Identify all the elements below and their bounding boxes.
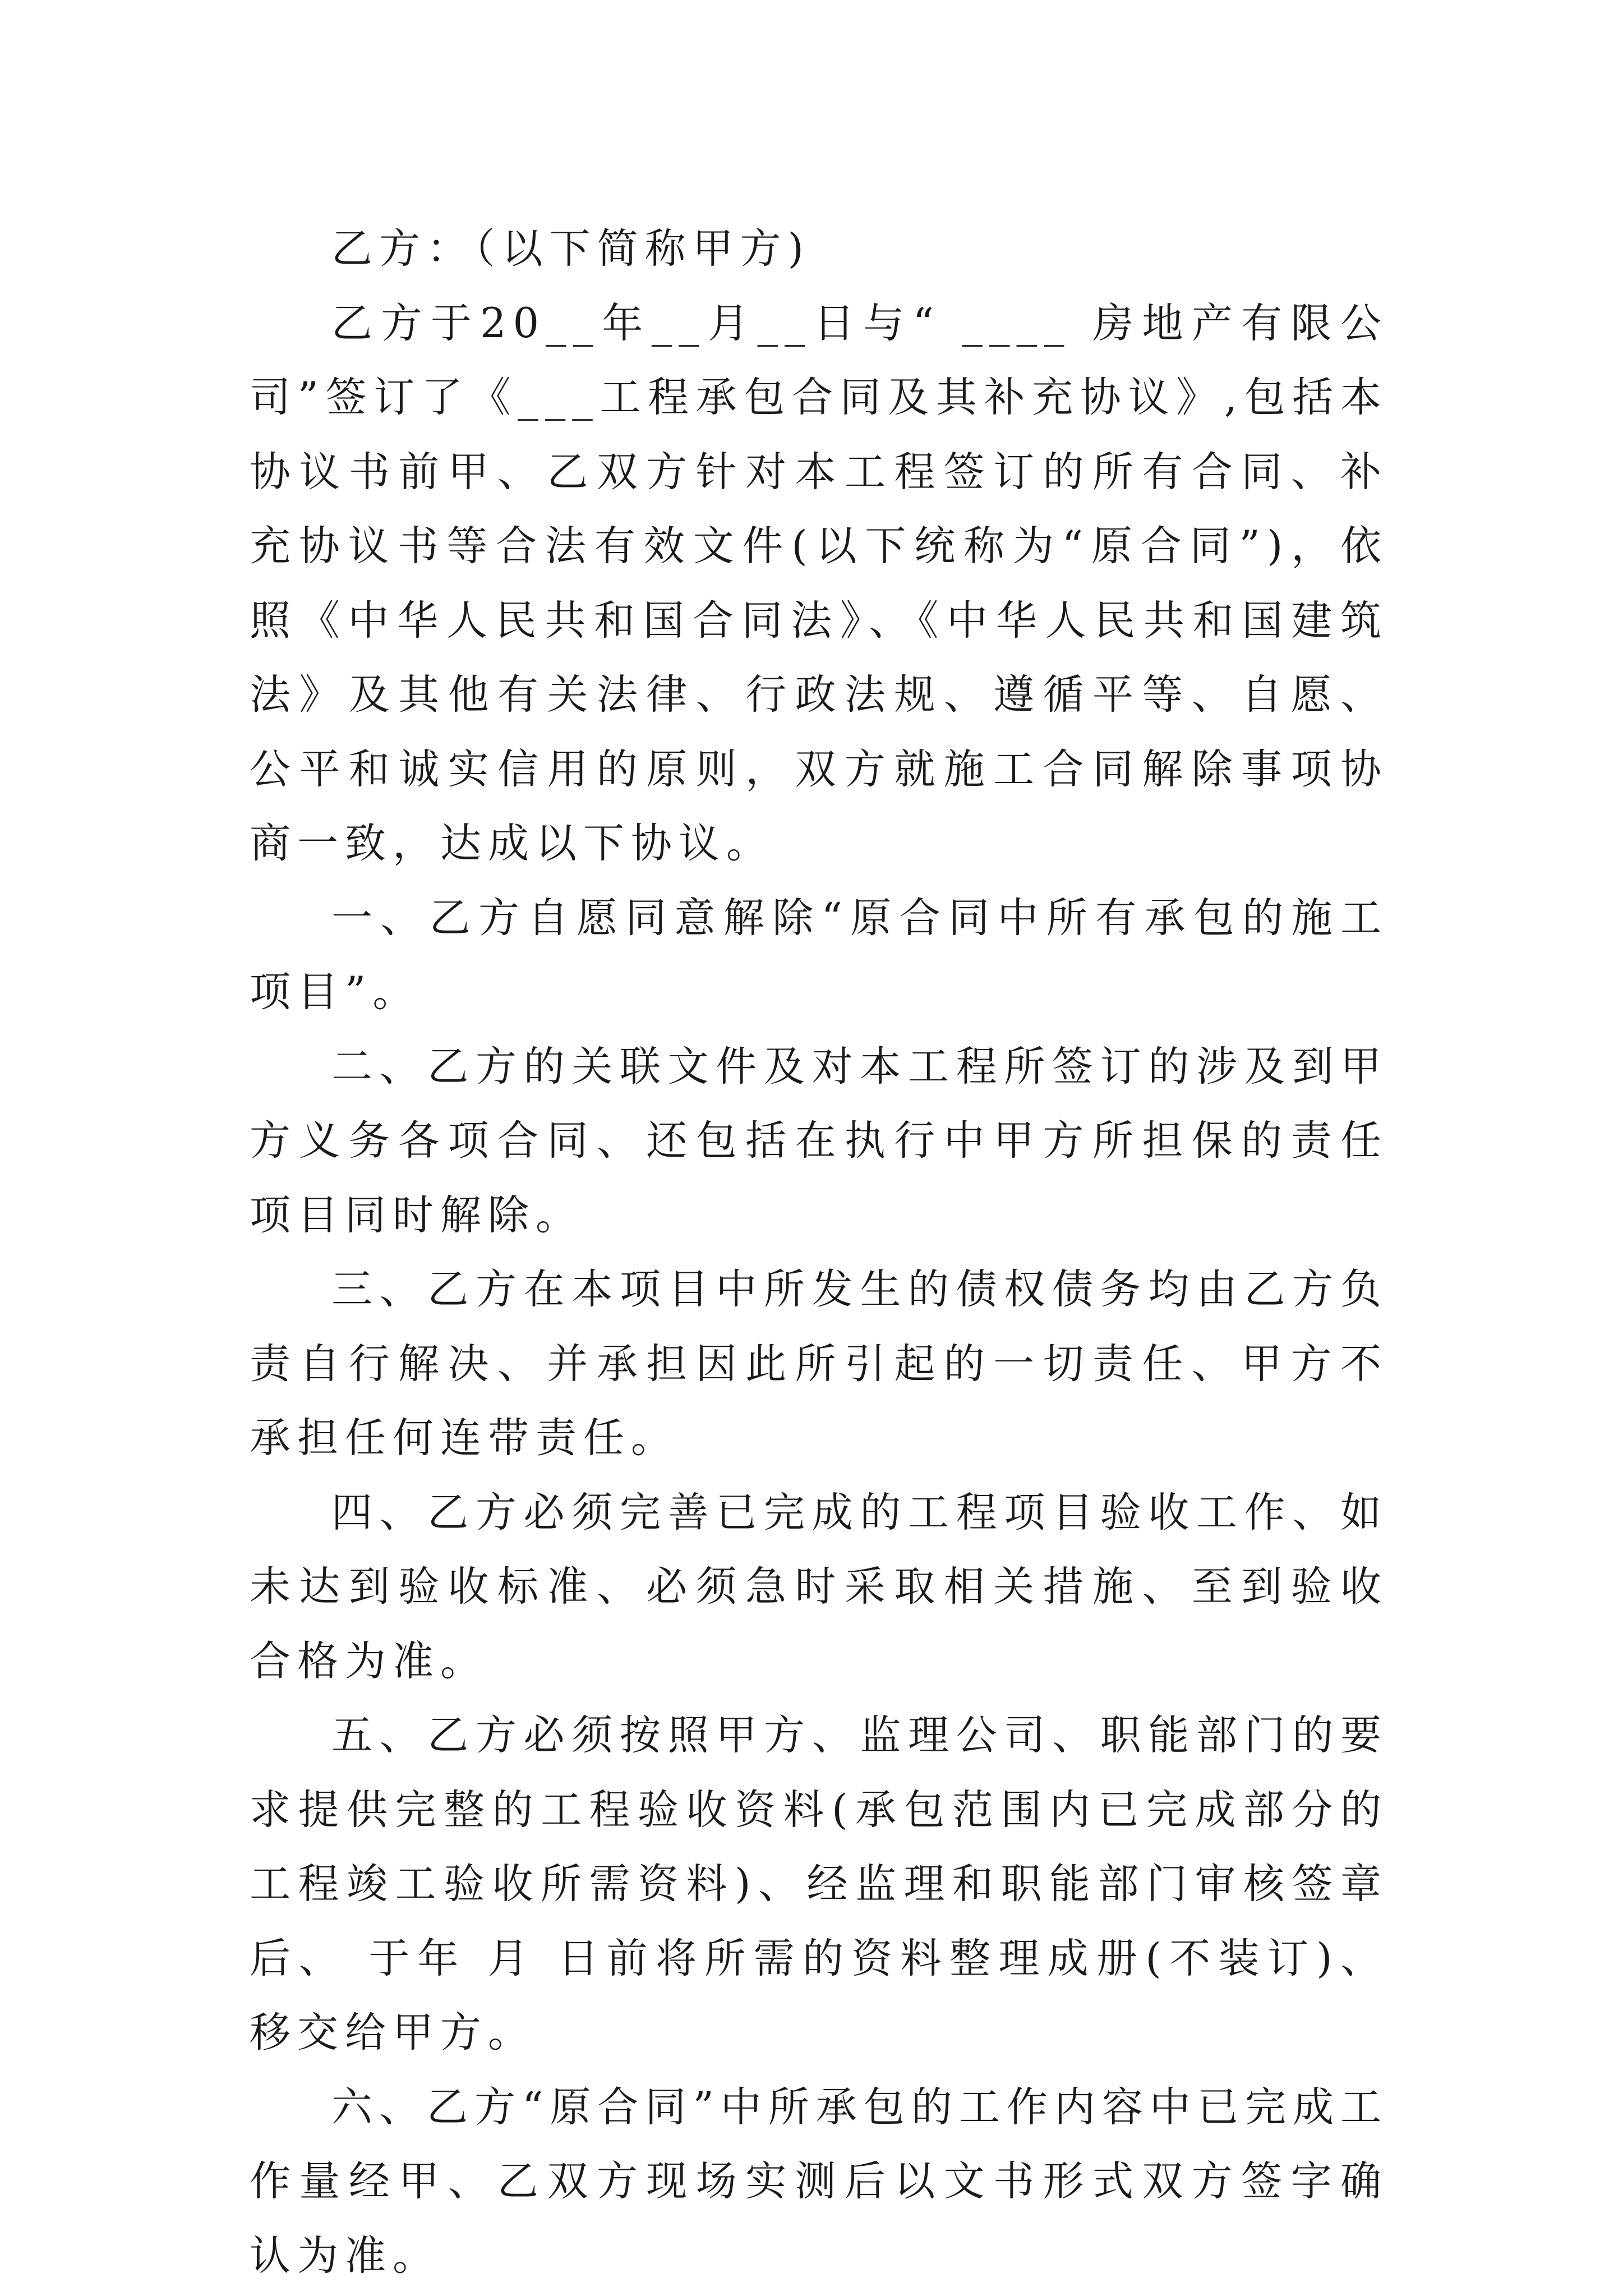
clause-6: 六、乙方“原合同”中所承包的工作内容中已完成工作量经甲、乙双方现场实测后以文书形式双方签字确认为准。 <box>250 2083 1388 2280</box>
paragraph-preamble: 乙方于20__年__月__日与“ ____ 房地产有限公司”签订了《___工程承包合同及其补充协议》,包括本协议书前甲、乙双方针对本工程签订的所有合同、补充协议书等合法有效文件(以下统称为“原合同”)，依照《中华人民共和国合同法》、《中华人民共和国建筑法》及其他有关法律、行政法规、遵循平等、自愿、公平和诚实信用的原则，双方就施工合同解除事项协商一致，达成以下协议。 <box>250 299 1388 867</box>
clause-3: 三、乙方在本项目中所发生的债权债务均由乙方负责自行解决、并承担因此所引起的一切责任、甲方不承担任何连带责任。 <box>250 1266 1388 1462</box>
paragraph-party-b: 乙方：（以下简称甲方) <box>331 225 810 273</box>
document-body <box>250 212 1388 2293</box>
clause-1: 一、乙方自愿同意解除“原合同中所有承包的施工项目”。 <box>250 894 1388 1016</box>
clause-4: 四、乙方必须完善已完成的工程项目验收工作、如未达到验收标准、必须急时采取相关措施、至到验收合格为准。 <box>250 1488 1388 1685</box>
clause-5: 五、乙方必须按照甲方、监理公司、职能部门的要求提供完整的工程验收资料(承包范围内已完成部分的工程竣工验收所需资料)、经监理和职能部门审核签章后、 于年 月 日前将所需的资料整理成册(不装订)、移交给甲方。 <box>250 1711 1388 2056</box>
clause-2: 二、乙方的关联文件及对本工程所签订的涉及到甲方义务各项合同、还包括在执行中甲方所担保的责任项目同时解除。 <box>250 1042 1388 1239</box>
